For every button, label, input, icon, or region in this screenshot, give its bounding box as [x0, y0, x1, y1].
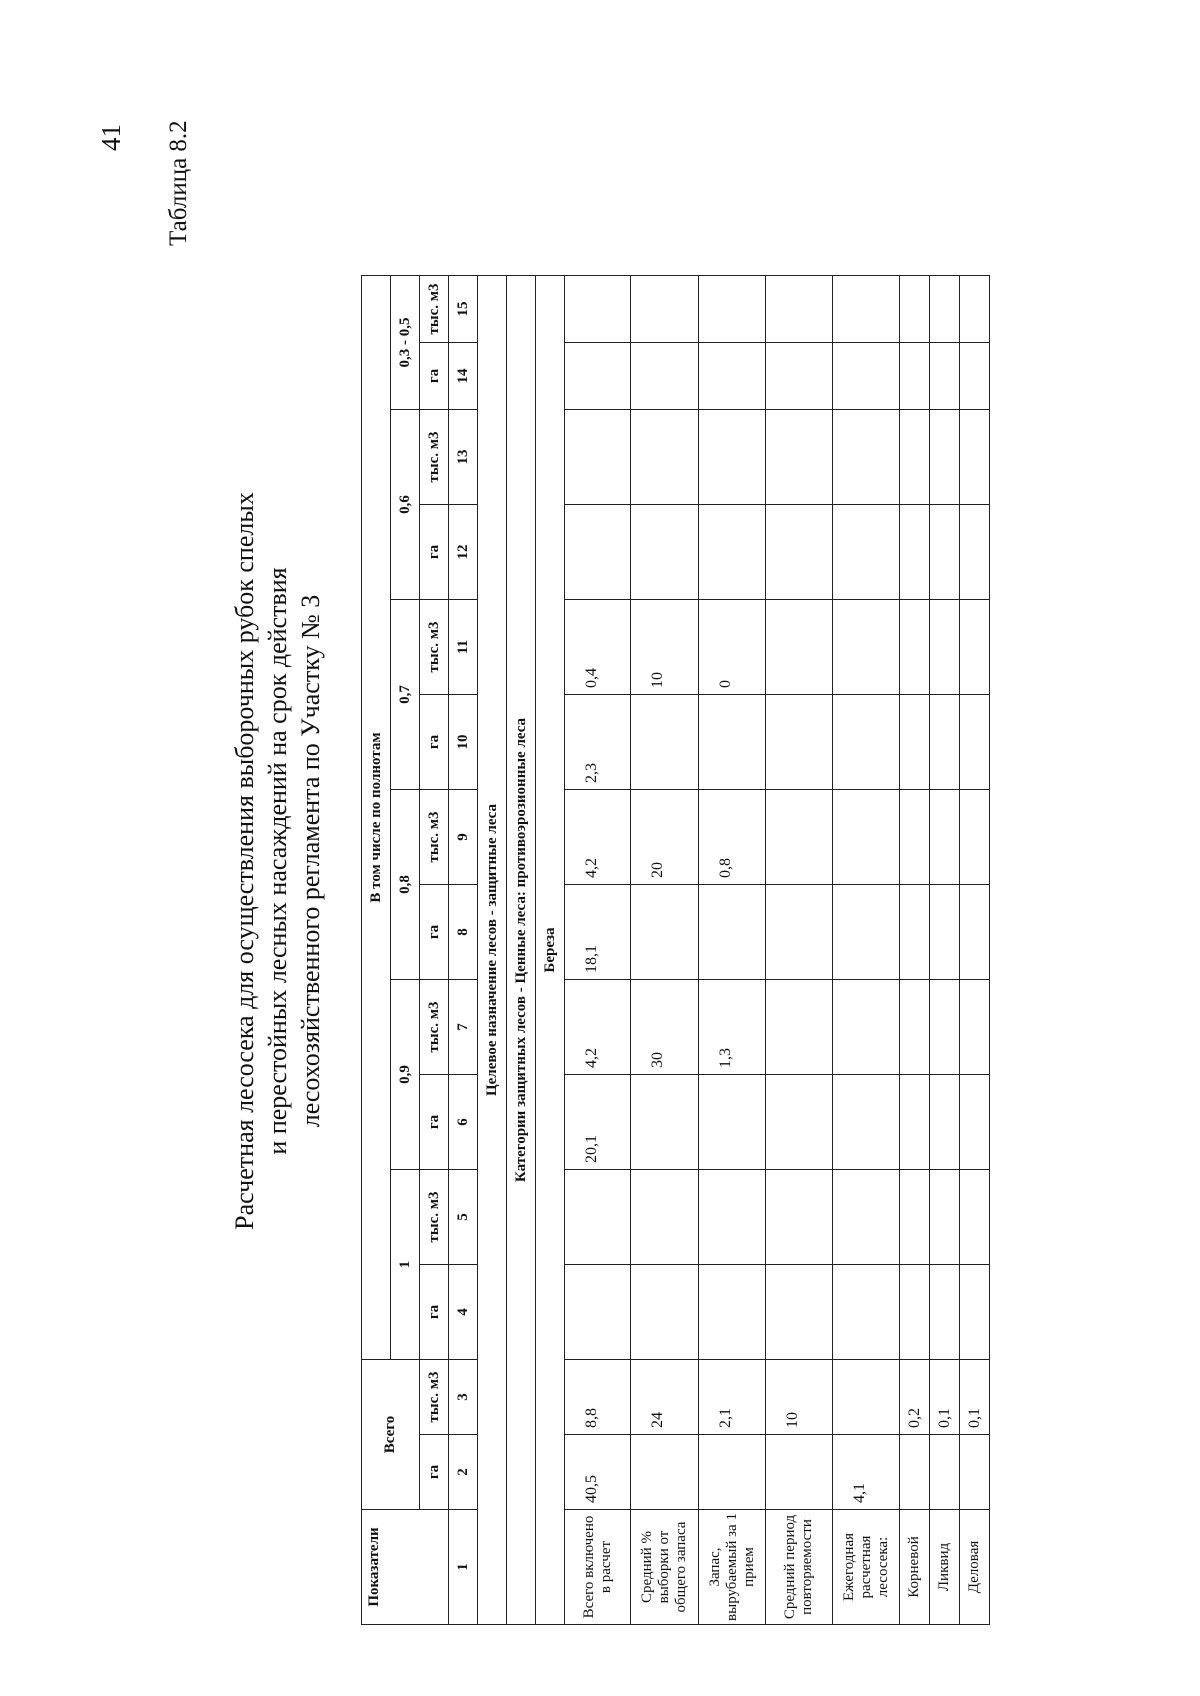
table-label: Таблица 8.2 [165, 120, 192, 246]
table-row [833, 276, 900, 1625]
section-species: Береза [536, 276, 565, 1625]
table-cell: 2,1 [699, 1360, 766, 1435]
row-label: Средний период повторяемости [766, 1510, 833, 1625]
table-cell [960, 980, 990, 1075]
table-cell [900, 790, 930, 885]
table-cell [766, 1265, 833, 1360]
row-label: Средний % выборки от общего запаса [631, 1510, 699, 1625]
table-body [478, 276, 990, 1625]
forest-cut-table [361, 275, 990, 1625]
table-cell [900, 276, 930, 343]
table-cell [833, 695, 900, 790]
table-cell [900, 343, 930, 410]
table-cell [631, 885, 699, 980]
table-cell [833, 980, 900, 1075]
table-row [960, 276, 990, 1625]
table-cell [766, 885, 833, 980]
table-cell [833, 1360, 900, 1435]
table-cell [833, 343, 900, 410]
table-cell [833, 1075, 900, 1170]
table-cell [631, 695, 699, 790]
table-cell [565, 1170, 631, 1265]
table-row [900, 276, 930, 1625]
header-density: 0,7 [391, 600, 420, 790]
table-cell: 4,2 [565, 790, 631, 885]
table-cell [900, 885, 930, 980]
table-cell [766, 1170, 833, 1265]
table-cell [766, 1075, 833, 1170]
table-cell [900, 410, 930, 505]
table-cell [565, 1265, 631, 1360]
unit-ha: га [420, 505, 449, 600]
table-row [565, 276, 631, 1625]
table-cell [766, 276, 833, 343]
table-cell: 0 [699, 600, 766, 695]
table-cell [833, 1265, 900, 1360]
column-number: 3 [449, 1360, 478, 1435]
column-number-row [449, 276, 478, 1625]
row-label: Ликвид [930, 1510, 960, 1625]
table-cell [833, 885, 900, 980]
table-cell [631, 1265, 699, 1360]
table-cell [631, 505, 699, 600]
table-cell [833, 276, 900, 343]
table-cell [930, 1075, 960, 1170]
table-cell [930, 980, 960, 1075]
unit-row [420, 276, 449, 1625]
table-cell: 10 [766, 1360, 833, 1435]
table-cell [766, 980, 833, 1075]
table-cell [833, 410, 900, 505]
column-number: 12 [449, 505, 478, 600]
column-number: 4 [449, 1265, 478, 1360]
header-density: 0,6 [391, 410, 420, 600]
table-cell [930, 410, 960, 505]
unit-ha: га [420, 885, 449, 980]
table-cell [766, 695, 833, 790]
table-title [228, 326, 327, 1396]
table-cell [930, 885, 960, 980]
table-cell: 0,1 [930, 1360, 960, 1435]
row-label: Деловая [960, 1510, 990, 1625]
header-density: 0,9 [391, 980, 420, 1170]
unit-m3: тыс. м3 [420, 276, 449, 343]
table-cell [900, 695, 930, 790]
table-cell [960, 1435, 990, 1510]
table-cell [930, 600, 960, 695]
table-cell [900, 505, 930, 600]
table-cell: 0,4 [565, 600, 631, 695]
table-cell [766, 1435, 833, 1510]
table-cell [930, 505, 960, 600]
table-cell [960, 1170, 990, 1265]
row-label: Всего включено в расчет [565, 1510, 631, 1625]
table-cell [766, 790, 833, 885]
table-cell [930, 1265, 960, 1360]
unit-ha: га [420, 1075, 449, 1170]
table-row [930, 276, 960, 1625]
column-number: 1 [449, 1510, 478, 1625]
table-row [766, 276, 833, 1625]
unit-ha: га [420, 1435, 449, 1510]
unit-m3: тыс. м3 [420, 1360, 449, 1435]
table-cell [900, 1435, 930, 1510]
table-cell [930, 790, 960, 885]
table-cell [930, 1435, 960, 1510]
table-cell [833, 790, 900, 885]
column-number: 11 [449, 600, 478, 695]
column-number: 14 [449, 343, 478, 410]
table-cell [930, 695, 960, 790]
table-cell: 18,1 [565, 885, 631, 980]
table-cell [565, 410, 631, 505]
table-cell [699, 1170, 766, 1265]
unit-m3: тыс. м3 [420, 410, 449, 505]
table-cell: 1,3 [699, 980, 766, 1075]
table-cell [631, 343, 699, 410]
table-cell [766, 410, 833, 505]
table-row [631, 276, 699, 1625]
column-number: 8 [449, 885, 478, 980]
table-cell [960, 276, 990, 343]
table-cell [631, 1170, 699, 1265]
column-number: 13 [449, 410, 478, 505]
table-cell [900, 600, 930, 695]
column-number: 5 [449, 1170, 478, 1265]
table-cell: 20 [631, 790, 699, 885]
table-cell [699, 695, 766, 790]
title-line: лесохозяйственного регламента по Участку № 3 [296, 594, 325, 1128]
table-cell [960, 790, 990, 885]
unit-m3: тыс. м3 [420, 1170, 449, 1265]
row-label: Ежегодная расчетная лесосека: [833, 1510, 900, 1625]
table-cell [833, 600, 900, 695]
table-cell [900, 1170, 930, 1265]
table-cell [631, 410, 699, 505]
table-cell [930, 1170, 960, 1265]
table-cell: 4,2 [565, 980, 631, 1075]
table-cell [699, 1435, 766, 1510]
table-cell [960, 1265, 990, 1360]
header-density: 0,3 - 0,5 [391, 276, 420, 410]
table-cell [900, 980, 930, 1075]
table-cell [766, 505, 833, 600]
table-cell [900, 1075, 930, 1170]
table-cell [565, 343, 631, 410]
table-cell: 8,8 [565, 1360, 631, 1435]
table-cell [631, 276, 699, 343]
table-cell [699, 505, 766, 600]
table-cell [833, 505, 900, 600]
unit-ha: га [420, 1265, 449, 1360]
column-number: 15 [449, 276, 478, 343]
table-cell: 40,5 [565, 1435, 631, 1510]
table-cell [766, 343, 833, 410]
header-density: 0,8 [391, 790, 420, 980]
header-density: 1 [391, 1170, 420, 1360]
unit-ha: га [420, 343, 449, 410]
table-cell [699, 410, 766, 505]
table-cell: 30 [631, 980, 699, 1075]
row-label: Корневой [900, 1510, 930, 1625]
header-density-group: В том числе по полнотам [362, 276, 391, 1360]
table-cell: 20,1 [565, 1075, 631, 1170]
table-cell [930, 276, 960, 343]
page-number: 41 [96, 124, 126, 151]
table-cell: 4,1 [833, 1435, 900, 1510]
table-cell [930, 343, 960, 410]
table-cell [699, 276, 766, 343]
column-number: 10 [449, 695, 478, 790]
table-cell [565, 276, 631, 343]
column-number: 6 [449, 1075, 478, 1170]
row-label: Запас, вырубаемый за 1 прием [699, 1510, 766, 1625]
table-cell [833, 1170, 900, 1265]
unit-ha: га [420, 695, 449, 790]
table-cell [699, 1265, 766, 1360]
table-cell [631, 1075, 699, 1170]
table-cell: 0,2 [900, 1360, 930, 1435]
unit-m3: тыс. м3 [420, 790, 449, 885]
section-purpose: Целевое назначение лесов - защитные леса [478, 276, 507, 1625]
table-cell: 2,3 [565, 695, 631, 790]
table-cell [900, 1265, 930, 1360]
header-total: Всего [362, 1360, 420, 1510]
table-cell [766, 600, 833, 695]
table-cell: 0,1 [960, 1360, 990, 1435]
title-line: Расчетная лесосека для осуществления выборочных рубок спелых [230, 492, 259, 1230]
table-cell [960, 410, 990, 505]
table-cell [960, 695, 990, 790]
table-cell [960, 1075, 990, 1170]
unit-m3: тыс. м3 [420, 980, 449, 1075]
table-cell [960, 343, 990, 410]
table-cell: 0,8 [699, 790, 766, 885]
column-number: 7 [449, 980, 478, 1075]
title-line: и перестойных лесных насаждений на срок действия [263, 567, 292, 1155]
unit-m3: тыс. м3 [420, 600, 449, 695]
table-row [699, 276, 766, 1625]
table-cell [631, 1435, 699, 1510]
table-cell [699, 1075, 766, 1170]
table-cell [960, 505, 990, 600]
table-cell: 10 [631, 600, 699, 695]
column-number: 2 [449, 1435, 478, 1510]
header-indicators: Показатели [362, 1510, 449, 1625]
table-cell [960, 600, 990, 695]
table-cell [565, 505, 631, 600]
table-cell [699, 885, 766, 980]
table-cell: 24 [631, 1360, 699, 1435]
table-cell [699, 343, 766, 410]
table-cell [960, 885, 990, 980]
section-category: Категории защитных лесов - Ценные леса: противоэрозионные леса [507, 276, 536, 1625]
column-number: 9 [449, 790, 478, 885]
